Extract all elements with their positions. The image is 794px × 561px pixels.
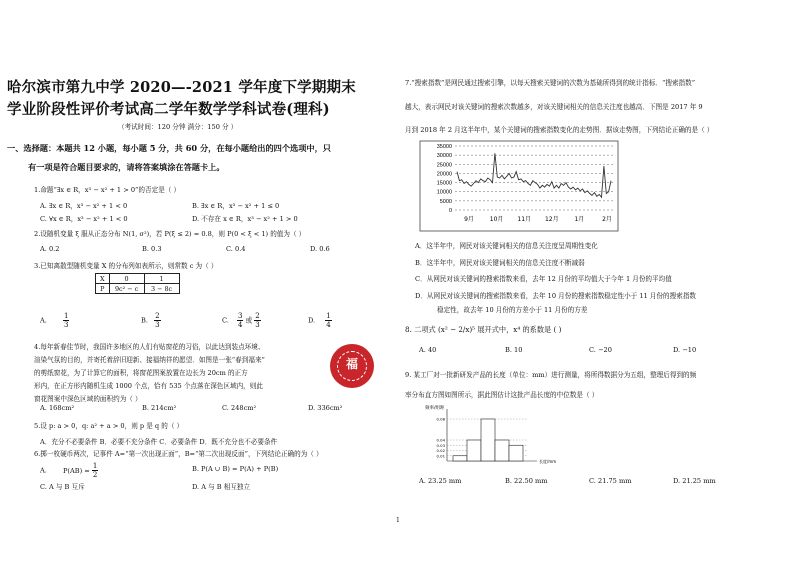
q1-option-c: C. ∀x ∈ R，x³ − x² + 1 < 0 — [40, 215, 128, 223]
hist-x-title: 长度/mm — [539, 459, 557, 464]
q6-option-b: B. P(A ∪ B) = P(A) + P(B) — [192, 465, 279, 473]
q9-option-d: D. 21.25 mm — [673, 477, 716, 485]
q3-option-b-den: 3 — [155, 321, 160, 329]
q3-option-a — [40, 312, 69, 329]
q6-option-a-num: 1 — [92, 462, 98, 470]
hist-bar — [495, 440, 509, 461]
q8-option-b: B. 10 — [505, 346, 523, 354]
q2-stem: 2.设随机变量 ξ 服从正态分布 N(1, σ²)，若 P(ξ ≤ 2) = 0.8，则 P(0 < ξ < 1) 的值为（ ） — [34, 230, 306, 238]
q8-option-c: C. −20 — [589, 346, 612, 354]
q3-option-a-num: 1 — [63, 312, 69, 320]
q1-stem: 1.命题“∃x ∈ R，x³ − x² + 1 > 0”的否定是（ ） — [34, 186, 181, 194]
q3-table-cell: 9c² − c — [109, 284, 144, 294]
y-tick-label: 10000 — [436, 189, 452, 196]
q8-stem: 8. 二项式 (x² − 2/x)⁵ 展开式中，x⁴ 的系数是 ( ) — [405, 325, 562, 334]
q9-line1: 9. 某工厂对一批新研发产品的长度（单位：mm）进行测量，将所得数据分为五组，整理后得到的频 — [405, 371, 697, 379]
hist-bar — [509, 445, 523, 461]
q3-table-cell: 0 — [109, 274, 144, 284]
exam-info: （考试时间：120 分钟 满分：150 分 ） — [118, 123, 238, 131]
q6-option-a-den: 2 — [92, 471, 98, 479]
q3-option-c-fraction2 — [254, 312, 260, 329]
section1-heading-line2: 有一项是符合题目要求的，请将答案填涂在答题卡上。 — [28, 162, 225, 172]
q1-option-b: B. ∃x ∈ R，x³ − x² + 1 ≤ 0 — [192, 202, 280, 210]
exam-title-line1: 哈尔滨市第九中学 2020—-2021 学年度下学期期末 — [7, 79, 356, 96]
y-tick-label: 15000 — [436, 180, 452, 187]
x-tick-label: 12月 — [544, 216, 559, 223]
q6-option-a-label: A. — [40, 466, 47, 475]
q4-option-c: C. 248cm² — [222, 404, 257, 412]
q7-line3: 月到 2018 年 2 月这半年中，某个关键词的搜索指数变化的走势图．据该走势图，下列结论正确的是（ ） — [405, 126, 714, 134]
q2-option-d: D. 0.6 — [310, 245, 330, 253]
q4-line1: 4.每年新春佳节时，我国许多地区的人们有贴窗花的习俗，以此达到装点环境、 — [34, 343, 265, 351]
q6-option-c: C. A 与 B 互斥 — [40, 483, 85, 491]
q1-option-d: D. 不存在 x ∈ R，x³ − x² + 1 > 0 — [192, 215, 298, 223]
y-tick-label: 30000 — [436, 153, 452, 160]
q8-option-d: D. −10 — [673, 346, 697, 354]
q6-option-d: D. A 与 B 相互独立 — [192, 483, 251, 491]
q7-line2: 越大，表示网民对该关键词的搜索次数越多，对该关键词相关的信息关注度也越高．下图是 2017 年 9 — [405, 103, 703, 111]
q3-option-a-fraction — [63, 312, 69, 329]
y-tick-label: 20000 — [436, 171, 452, 178]
q7-option-d-line2: 稳定性，故去年 10 月份的方差小于 11 月份的方差 — [437, 306, 588, 314]
q6-option-a-fraction — [92, 462, 98, 479]
q3-option-d — [308, 312, 332, 329]
q4-option-d: D. 336cm² — [308, 404, 343, 412]
q2-option-b: B. 0.3 — [142, 245, 162, 253]
q3-option-b — [141, 312, 161, 329]
q3-option-a-label: A. — [40, 316, 47, 325]
q3-stem: 3.已知离散型随机变量 X 的分布列如表所示，则常数 c 为（ ） — [34, 262, 218, 270]
hist-y-tick-label: 0.04 — [436, 437, 445, 443]
q3-option-c-num1: 3 — [238, 312, 243, 320]
q3-distribution-table — [95, 273, 180, 294]
q5-options: A．充分不必要条件 B．必要不充分条件 C．必要条件 D．既不充分也不必要条件 — [40, 438, 278, 446]
q4-line3: 的剪纸窗花，为了计算它的面积，将窗花图案放置在边长为 20cm 的正方 — [34, 369, 248, 377]
exam-title-line2: 学业阶段性评价考试高二学年数学学科试卷(理科) — [7, 101, 330, 118]
q4-line4: 形内，在正方形内随机生成 1000 个点，恰有 535 个点落在深色区域内，则此 — [34, 382, 263, 390]
q3-option-c-fraction1 — [237, 312, 243, 329]
q4-option-a: A. 168cm² — [40, 404, 75, 412]
x-tick-label: 11月 — [517, 216, 532, 223]
q8-option-a: A. 40 — [419, 346, 437, 354]
q4-line5: 窗花图案中深色区域的面积约为（ ） — [34, 395, 142, 403]
q9-option-c: C. 21.75 mm — [589, 477, 632, 485]
x-tick-label: 10月 — [489, 216, 504, 223]
q3-option-d-label: D. — [308, 316, 316, 325]
q3-option-b-label: B. — [141, 316, 148, 325]
q3-option-c-or: 或 — [245, 316, 253, 325]
hist-y-tick-label: 0.08 — [436, 416, 445, 422]
q7-option-a: A．这半年中，网民对该关键词相关的信息关注度呈周期性变化 — [415, 242, 598, 250]
q4-option-b: B. 214cm² — [142, 404, 177, 412]
search-index-chart — [419, 140, 619, 232]
q3-option-b-num: 2 — [155, 312, 160, 320]
paper-cut-character: 福 — [345, 357, 358, 371]
q3-table-cell: P — [96, 284, 110, 294]
q3-option-b-fraction — [154, 312, 160, 329]
q7-option-c: C．从网民对该关键词的搜索指数来看，去年 12 月份的平均值大于今年 1 月份的平均值 — [415, 275, 672, 283]
q3-table-cell: 1 — [144, 274, 179, 284]
q3-table-cell: X — [96, 274, 110, 284]
q1-option-a: A. ∃x ∈ R，x³ − x² + 1 < 0 — [40, 202, 128, 210]
page-number: 1 — [396, 517, 400, 524]
q6-option-a-expr: P(AB) = — [62, 466, 92, 475]
q2-option-c: C. 0.4 — [226, 245, 246, 253]
frequency-histogram — [423, 405, 557, 469]
q3-option-a-den: 3 — [63, 321, 69, 329]
q3-option-d-fraction — [325, 312, 331, 329]
q9-option-b: B. 22.50 mm — [505, 477, 548, 485]
y-tick-label: 35000 — [436, 144, 452, 150]
paper-cut-window-flower-image — [330, 344, 374, 388]
q3-table-cell: 3 − 8c — [144, 284, 179, 294]
q3-option-d-den: 4 — [326, 321, 331, 329]
hist-y-tick-label: 0.03 — [436, 442, 445, 448]
hist-y-title: 频率/组距 — [425, 406, 445, 411]
y-tick-label: 5000 — [439, 198, 452, 205]
q5-stem: 5.设 p: a > 0，q: a² + a > 0，则 p 是 q 的（ ） — [34, 422, 184, 430]
y-tick-label: 0 — [448, 208, 452, 214]
q2-option-a: A. 0.2 — [40, 245, 60, 253]
hist-y-tick-label: 0.01 — [436, 453, 445, 459]
q6-option-a — [40, 462, 98, 479]
hist-bar — [481, 419, 495, 461]
x-tick-label: 2月 — [602, 216, 612, 223]
section1-heading-line1: 一、选择题：本题共 12 小题，每小题 5 分，共 60 分，在每小题给出的四个选项中，只 — [7, 143, 331, 153]
search-index-series-line — [457, 153, 611, 197]
hist-bar — [453, 456, 467, 461]
q3-option-c-num2: 2 — [255, 312, 260, 320]
q7-option-d-line1: D．从网民对该关键词的搜索指数来看，去年 10 月份的搜索指数稳定性小于 11 月份的搜索指数 — [415, 292, 697, 300]
y-tick-label: 25000 — [436, 162, 452, 169]
q9-option-a: A. 23.25 mm — [419, 477, 462, 485]
q3-option-c — [222, 312, 261, 329]
q9-line2: 率分布直方图如图所示，据此图估计这批产品长度的中位数是（ ） — [405, 391, 599, 399]
q3-option-d-num: 1 — [326, 312, 331, 320]
x-tick-label: 9月 — [464, 216, 474, 223]
q3-option-c-den1: 4 — [238, 321, 243, 329]
q4-line2: 渲染气氛的目的，并寄托着辞旧迎新、接福纳祥的愿望．如图是一张“春到福来” — [34, 356, 265, 364]
x-tick-label: 1月 — [574, 216, 585, 223]
q3-option-c-label: C. — [222, 316, 229, 325]
q6-stem: 6.掷一枚硬币两次，记事件 A=“第一次出现正面”，B=“第二次出现反面”，下列结论正确的为（ ） — [34, 450, 323, 458]
hist-y-tick-label: 0.02 — [436, 448, 445, 453]
hist-bar — [467, 440, 481, 461]
q7-line1: 7.“搜索指数”是网民通过搜索引擎，以每天搜索关键词的次数为基础所得到的统计指标．“搜索指数” — [405, 79, 696, 87]
q7-option-b: B．这半年中，网民对该关键词相关的信息关注度不断减弱 — [415, 259, 585, 267]
q3-option-c-den2: 3 — [255, 321, 260, 329]
